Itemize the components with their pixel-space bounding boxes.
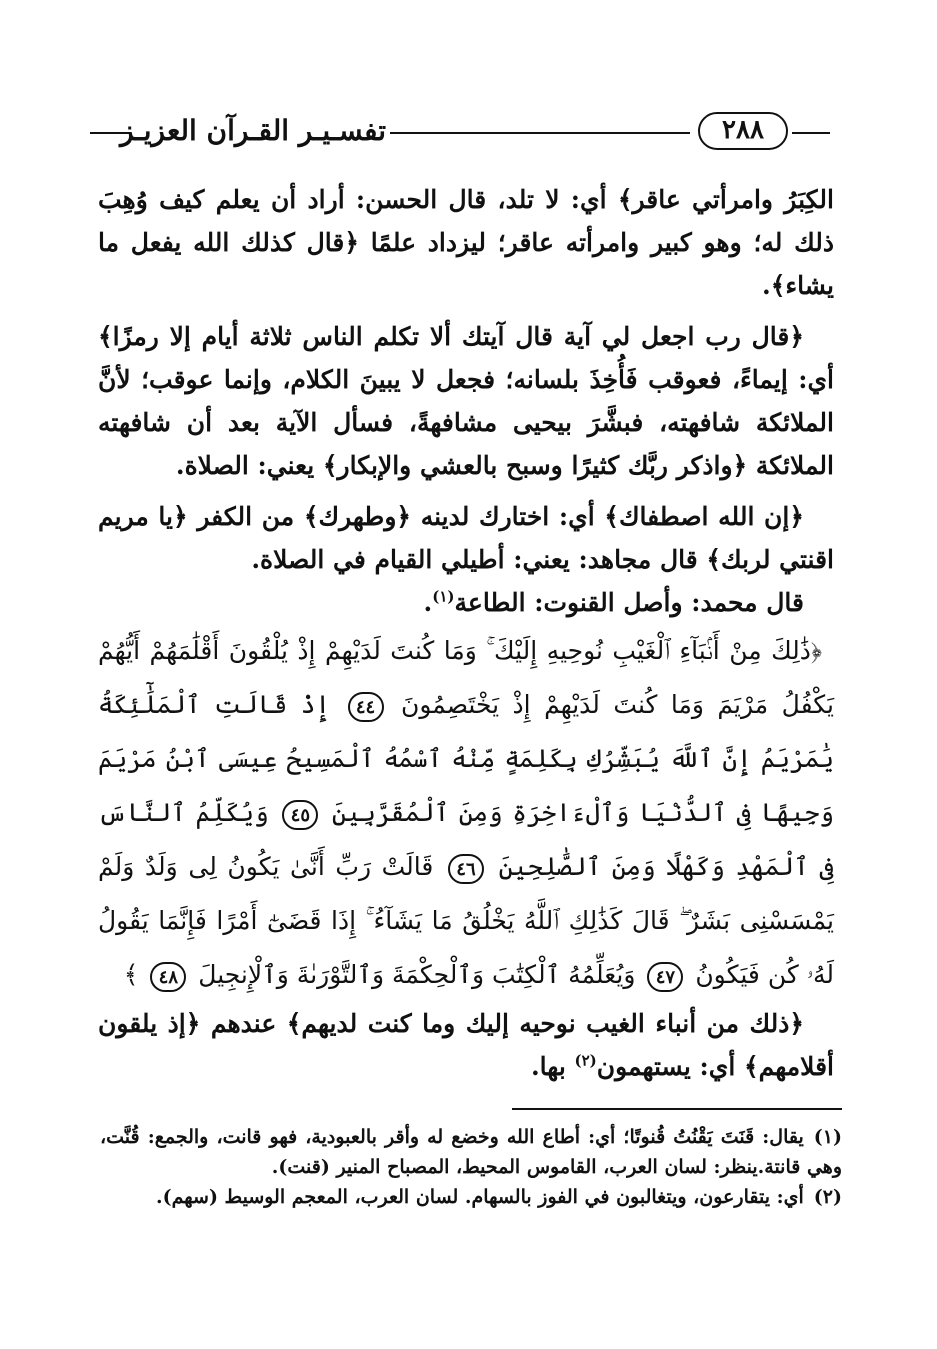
footnote-number: (٢): [813, 1186, 842, 1208]
quran-verse-text: قَالَتْ رَبِّ أَنَّىٰ يَكُونُ لِى وَلَدٌ وَلَمْ يَمْسَسْنِى بَشَرٌ ۖ قَالَ كَذَٰلِكِ ٱللَّهُ يَخْلُقُ مَا يَشَآءُ ۚ إِذَا قَضَىٰٓ أَمْرًا فَإِنَّمَا يَقُولُ لَهُۥ كُن فَيَكُونُ: [98, 852, 834, 989]
paragraph: ﴿قال رب اجعل لي آية قال آيتك ألا تكلم الناس ثلاثة أيام إلا رمزًا﴾ أي: إيماءً، فعوقب فَأُخِذَ بلسانه؛ فجعل لا يبينَ الكلام، وإنما عوقب؛ لأنَّ الملائكة شافهته، فبشَّرَ بيحيى مشافهةً، فسأل الآية بعد أن شافهته الملائكة ﴿واذكر ربَّك كثيرًا وسبح بالعشي والإبكار﴾ يعني: الصلاة.: [98, 322, 834, 480]
footnote-text: يقال: قَنَتَ يَقْنُتُ قُنوتًا؛ أي: أطاع الله وخضع له وأقر بالعبودية، فهو قانت، والجمع: قُنَّت، وهي قانتة.ينظر: لسان العرب، القاموس المحيط، المصباح المنير (قنت).: [100, 1126, 842, 1178]
paragraph-tail: بها.: [530, 1052, 575, 1081]
paragraph: [98, 1002, 834, 1088]
quran-verse-text: ﴿ذَٰلِكَ مِنْ أَنۢبَآءِ ٱلْغَيْبِ نُوحِيهِ إِلَيْكَ ۚ وَمَا كُنتَ لَدَيْهِمْ إِذْ يُلْقُونَ أَقْلَٰمَهُمْ أَيُّهُمْ يَكْفُلُ مَرْيَمَ وَمَا كُنتَ لَدَيْهِمْ إِذْ يَخْتَصِمُونَ: [98, 636, 835, 719]
header-rule-right: [792, 132, 830, 134]
quran-verse-text: وَيُكَلِّمُ ٱلنَّاسَ فِى ٱلْمَهْدِ وَكَهْلًا وَمِنَ ٱلصَّٰلِحِينَ: [98, 798, 834, 881]
paragraph: الكِبَرُ وامرأتي عاقر﴾ أي: لا تلد، قال الحسن: أراد أن يعلم كيف وُهِبَ ذلك له؛ وهو كبير وامرأته عاقر؛ ليزداد علمًا ﴿قال كذلك الله يفعل ما يشاء﴾.: [98, 185, 834, 300]
footnote-separator: [512, 1108, 842, 1110]
main-text: [98, 178, 834, 1088]
footnotes: [100, 1122, 842, 1212]
verse-number-marker: ٤٥: [282, 800, 318, 830]
quran-passage: [98, 624, 834, 1002]
quran-closing-bracket: ﴾: [123, 960, 139, 989]
paragraph: ﴿إن الله اصطفاك﴾ أي: اختارك لدينه ﴿وطهرك﴾ من الكفر ﴿يا مريم اقنتي لربك﴾ قال مجاهد: يعني: أطيلي القيام في الصلاة.: [98, 502, 834, 574]
footnote-reference: (١): [432, 587, 455, 606]
verse-number-marker: ٤٨: [150, 962, 186, 992]
quran-verse-text: وَيُعَلِّمُهُ ٱلْكِتَٰبَ وَٱلْحِكْمَةَ وَٱلتَّوْرَىٰةَ وَٱلْإِنجِيلَ: [198, 960, 636, 989]
footnote-reference: (٢): [574, 1051, 597, 1070]
header-rule-middle: [390, 132, 690, 134]
paragraph-tail: .: [423, 588, 433, 617]
book-title: تفسـيـر القـرآن العزيـز: [120, 114, 386, 147]
paragraph: [98, 581, 834, 624]
footnote-number: (١): [813, 1126, 842, 1148]
footnote-text: أي: يتقارعون، ويتغالبون في الفوز بالسهام. لسان العرب، المعجم الوسيط (سهم).: [156, 1186, 804, 1208]
paragraph-text: ﴿ذلك من أنباء الغيب نوحيه إليك وما كنت لديهم﴾ عندهم ﴿إذ يلقون أقلامهم﴾ أي: يستهمون: [98, 1009, 834, 1081]
verse-number-marker: ٤٧: [647, 962, 683, 992]
paragraph-text: قال محمد: وأصل القنوت: الطاعة: [454, 588, 804, 617]
quran-verse-text: إِذْ قَالَتِ ٱلْمَلَٰٓئِكَةُ يَٰمَرْيَمُ إِنَّ ٱللَّهَ يُبَشِّرُكِ بِكَلِمَةٍ مِّنْهُ ٱسْمُهُ ٱلْمَسِيحُ عِيسَى ٱبْنُ مَرْيَمَ وَجِيهًا فِى ٱلدُّنْيَا وَٱلْءَاخِرَةِ وَمِنَ ٱلْمُقَرَّبِينَ: [98, 690, 834, 827]
page-number: ٢٨٨: [698, 112, 788, 150]
footnote: [100, 1182, 842, 1212]
verse-number-marker: ٤٦: [448, 854, 484, 884]
footnote: [100, 1122, 842, 1182]
running-header: [90, 110, 830, 156]
verse-number-marker: ٤٤: [348, 692, 384, 722]
